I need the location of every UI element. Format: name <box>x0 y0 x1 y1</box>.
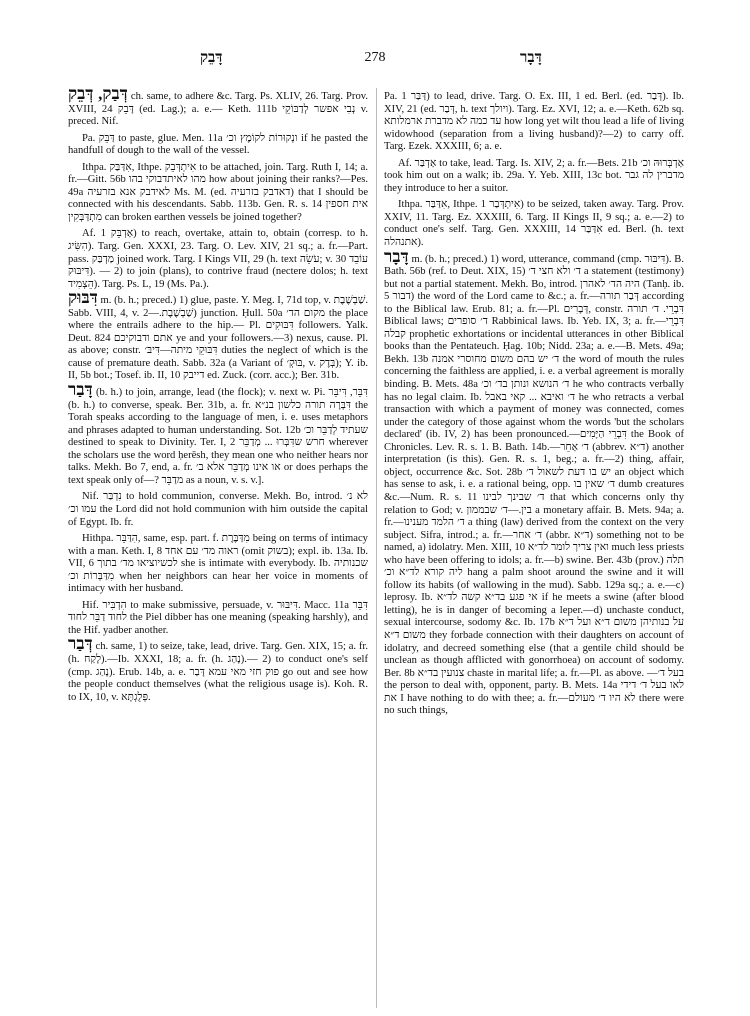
dictionary-entry <box>384 196 684 249</box>
entry-headword: דָּבָר <box>384 246 409 266</box>
dictionary-entry <box>68 530 368 596</box>
dictionary-entry <box>68 634 368 704</box>
dictionary-entry <box>68 84 369 129</box>
entry-headword: דִּבּוּק <box>68 288 98 308</box>
entry-text: Pa. דַּבֵּק to paste, glue. Men. 11a ונְקוּרוֹת לקוֹמֶץ וכ׳ if he pasted the handfull of dough to the wall of the vessel. <box>68 132 369 157</box>
page-header <box>0 50 750 72</box>
entry-text: Hithpa. הִדַּבֵּר, same, esp. part. f. מִדַּבֶּרֶת being on terms of intimacy with a man. Keth. I, 8 ראוה מד׳ עם אחד (omit בשוק); expl. ib. 13a. Ib. VII, 6 לכשיוציאו מד׳ בתוך she is intimate with everybody. Ib. שכנותיה מִדַּבְּרוֹת וכ׳ when her neighbors can hear her voice in moments of intimacy with her husband. <box>68 533 369 595</box>
entry-text: Af. אַדְבַּר to take, lead. Targ. Is. XIV, 2; a. fr.—Bets. 21b אַדְבְּרוּהּ וכ׳ took him out on a walk; ib. 29a. Y. Yeb. XIII, 13c bot. מדברין לה גבר they introduce to her a suitor. <box>384 157 684 194</box>
entry-text: m. (b. h.; preced.) 1) glue, paste. Y. Meg. I, 71d top, v. שַׁבְשֶׁבֶת. Sabb. VIII, 4, v. שַׁבְשֶׁבֶת.—2) junction. Ḥull. 50a מקום הד׳ the place where the entrails adhere to the hip.— Pl. דִּבּוּקִים followers. Yalk. Deut. 824 אתם ודבוקיכם ye and your followers.—3) nexus, cause. Pl. as above; constr. דִּבּוּקֵי מיתה—דִּיבּ׳ duties the neglect of which is the cause of premature death. Sabb. 32a (a Variant of בּוּקְ׳, v. בְּדֶק); Y. ib. II, 5b bot.; Tosef. ib. II, 10 דייבק ed. Zuck. (corr. acc.); Ber. 31b. <box>68 295 369 382</box>
dictionary-entry <box>68 130 368 158</box>
column-divider <box>376 88 377 1008</box>
entry-text: (b. h.) to join, arrange, lead (the flock); v. next w. Pi. דִּבֵּר, דִּיבֵּר (b. h.) to converse, speak. Ber. 31b, a. fr. דִּבְּרָה תורה כלשון בנ״א the Torah speaks according to the language of men, i. e. uses metaphors and phrases adapted to human understanding. Sot. 12b שעתיד לְדַבֵּר וכ׳ destined to speak to Divinity. Ter. I, 2 חרש שדִּבְּרוּ ... מְדַבֵּר wherever the scholars use the word ḥerēsh, they mean one who neither hears nor talks. Mekh. Bo 7, end, a. fr. או אינו מְדַבֵּר אלא ב׳ or does perhaps the text speak only of—? מדַבֵּר as a noun, v. s. v.]. <box>68 387 368 486</box>
right-column <box>384 88 684 719</box>
dictionary-entry <box>68 488 368 529</box>
entry-text: Ithpa. אִדַּבַּר, Ithpe. אִיתְדְּבַר 1) to be seized, taken away. Targ. Prov. XXIV, 11. Targ. Ez. XXXIII, 6. Targ. II Kings II, 9 sq.; a. e.—2) to conduct one's self. Targ. Gen. XXXIII, 14 אִדַּבַּר ed. Berl. (h. text אתנהלה). <box>384 199 684 249</box>
entry-text: m. (b. h.; preced.) 1) word, utterance, command (cmp. דִּיבּוּר). B. Bath. 56b (ref. to Deut. XIX, 15) ד׳ ולא חצי ד׳ a statement (testimony) but not a partial statement. Mekh. Bo, introd. היה הד׳ לאהרן (Tanḥ. ib. 5 דבור) the word of the Lord came to &c.; a. fr.—דְּבַר תורה according to the Biblical law. Erub. 81; a. fr.—Pl. דְּבָרִים, constr. דִּבְרֵי. ד׳ תורה Biblical laws; ד׳ סופרים Rabbinical laws. Ib. Yeb. IX, 3; a. fr.—דִּבְרֵי קבלה prophetic exhortations or incidental utterances in other Biblical books than the Pentateuch. Ḥag. 10b; Nidd. 23a; a. e.—B. Mets. 49a; Bekh. 13b ד׳ יש בהם משום מחוסרי אמנה the word of mouth the rules concerning the faithless are applied, i. e. a verbal agreement is morally binding. B. Mets. 48a ד׳ הנושא ונותן בד׳ וכ׳ he who contracts verbally has no legal claim. Ib. ד׳ ואיבא ... קאי באבל he who retracts a verbal transaction with which a payment of money was connected, comes under the category of those against whom the words 'but the scholars declared' (ib. IV, 2) has been pronounced.—דִּבְרֵי הַיָּמִים the Book of Chronicles. Lev. R. s. 1. B. Bath. 14b.—ד׳ אַחֵר (abbrev. ד״א) another interpretation (is this). Gen. R. s. 1, beg.; a. fr.—2) thing, affair, object, occurrence &c. Sot. 28b יש בו דעת לשאול ד׳ an object which has sense to ask, i. e. a rational being, opp. ד׳ שאין בו dumb creatures &c.—Num. R. s. 11 ד׳ שבינך לבינו that which concerns only thy relation to God; v. בין.—ד׳ שבממון a monetary affair. B. Mets. 94a; a. fr.—ד׳ הלמד מענינו a thing (law) derived from the context on the very subject. Sifra, introd.; a. fr.—ד׳ אחר (abbr. ד״א) something not to be named, a) idolatry. Men. XIII, 10 ואין צריך לומר לד״א much less priests who have been offering to idols; a. fr.—b) swine. Ber. 43b (prov.) תלה ליה קורא לד״א וכ׳ hang a palm shoot around the swine and it will follow its habits (of wallowing in the mud). Sabb. 129a sq.; a. e.—c) leprosy. Ib. אי פגע בד״א קשה לד״א if he meets a swine (after blood letting), he is in danger of becoming a leper.—d) unchaste conduct, sexual intercourse, sodomy &c. Ib. 17b על בנותיהן משום ד״א ועל ד״א משום ד״א they forbade connection with their daughters on account of idolatry, and decreed something else (that a gentile child should be unclean as though afflicted with gonorrhoea) on account of sodomy. Ber. 8b צנועין בד״א chaste in marital life; a. fr.—Pl. as above. —בעל ד׳ the person to deal with, opponent, party. B. Mets. 14a לאו בעל ד׳ דידי את I have nothing to do with thee; a. fr.—לא היו ד׳ מעולם there were no such things, <box>384 253 685 717</box>
entry-headword: דְּבַק, דְּבֵק <box>68 84 128 103</box>
entry-text: Ithpa. אִדַּבַּק, Ithpe. אִיתְדְּבֵק to be attached, join. Targ. Ruth I, 14; a. fr.—Gitt. 56b מהו לאיתדבוקי בהו how about joining their ranks?—Pes. 49a לאידבק אנא בזרעיה Ms. M. (ed. דאדבק בזרעיה) that I should be connected with his descendants. Sabb. 113b. Gen. R. s. 14 אית חספין מִתְדַּבְּקִין can broken earthen vessels be joined together? <box>68 161 369 223</box>
dictionary-entry <box>68 380 368 487</box>
entry-text: ch. same, to adhere &c. Targ. Ps. XLIV, 26. Targ. Prov. XVIII, 24 דָּבֵק (ed. Lag.); a. e.— Keth. 111b נְבִי אפשר לְדַבּוֹקֵי v. preced. Nif. <box>68 91 369 128</box>
entry-headword: דָּבַר <box>68 380 93 400</box>
left-running-head: דָּבֵק <box>200 50 223 66</box>
entry-text: ch. same, 1) to seize, take, lead, drive. Targ. Gen. XIX, 15; a. fr. (h. לָקַח).—Ib. XXXI, 18; a. fr. (h. נָהַג).— 2) to conduct one's self (cmp. נָהַג). Erub. 14b, a. e. פוק חזי מאי עמא דָּבַר go out and see how the people conduct themselves (what the religious usage is). Koh. R. to IX, 10, v. פְּלֻגְתָּא. <box>68 641 368 703</box>
left-column <box>68 84 369 705</box>
entry-text: Hif. הִדְבִּיר to make submissive, persuade, v. דִּיבּוּר. Macc. 11a דִּבֵּר לחוד דַבֵּר לחוד the Piel dibber has one meaning (speaking harshly), and the Hif. yadber another. <box>68 599 369 636</box>
dictionary-entry <box>384 88 684 154</box>
dictionary-entry <box>68 597 368 638</box>
entry-text: Af. אַדְבֵּק 1) to reach, overtake, attain to, obtain (corresp. to h. הִשִּׂיג). Targ. Gen. XXXI, 23. Targ. O. Lev. XIV, 21 sq.; a. fr.—Part. pass. מַדְבַּק joined work. Targ. I Kings VII, 29 (h. text עֹשֵׂה; v. 30 עוֹבֵד דִּיבּוּק). — 2) to join (plans), to contrive fraud (nectere dolos; h. text הֵצְמִיד). Targ. Ps. L, 19 (Ms. Pa.). <box>68 228 368 290</box>
entry-text: Pa. דַּבַּר 1) to lead, drive. Targ. O. Ex. III, 1 ed. Berl. (ed. דְּבַר). Ib. XIV, 21 (ed. דְּבַר, h. text ויולך). Targ. Ez. XVI, 12; a. e.—Keth. 62b sq. עד כמה לא מדברת ארמלותא how long yet wilt thou lead a life of living widowhood (separation from a living husband)?—2) to carry off. Targ. Ezek. XXXIII, 6; a. e. <box>384 91 685 153</box>
dictionary-entry <box>68 288 369 383</box>
right-running-head: דָּבָר <box>520 50 542 66</box>
entry-headword: דְּבַר <box>68 634 93 654</box>
entry-text: Nif. נִדְבַּר to hold communion, converse. Mekh. Bo, introd. לא נ׳ עמו וכ׳ the Lord did not hold communion with him outside the capital of Egypt. Ib. fr. <box>68 491 369 528</box>
dictionary-entry <box>384 246 685 718</box>
dictionary-entry <box>68 225 368 291</box>
page-number: 278 <box>364 50 386 65</box>
dictionary-entry <box>68 159 368 225</box>
dictionary-entry <box>384 155 684 196</box>
